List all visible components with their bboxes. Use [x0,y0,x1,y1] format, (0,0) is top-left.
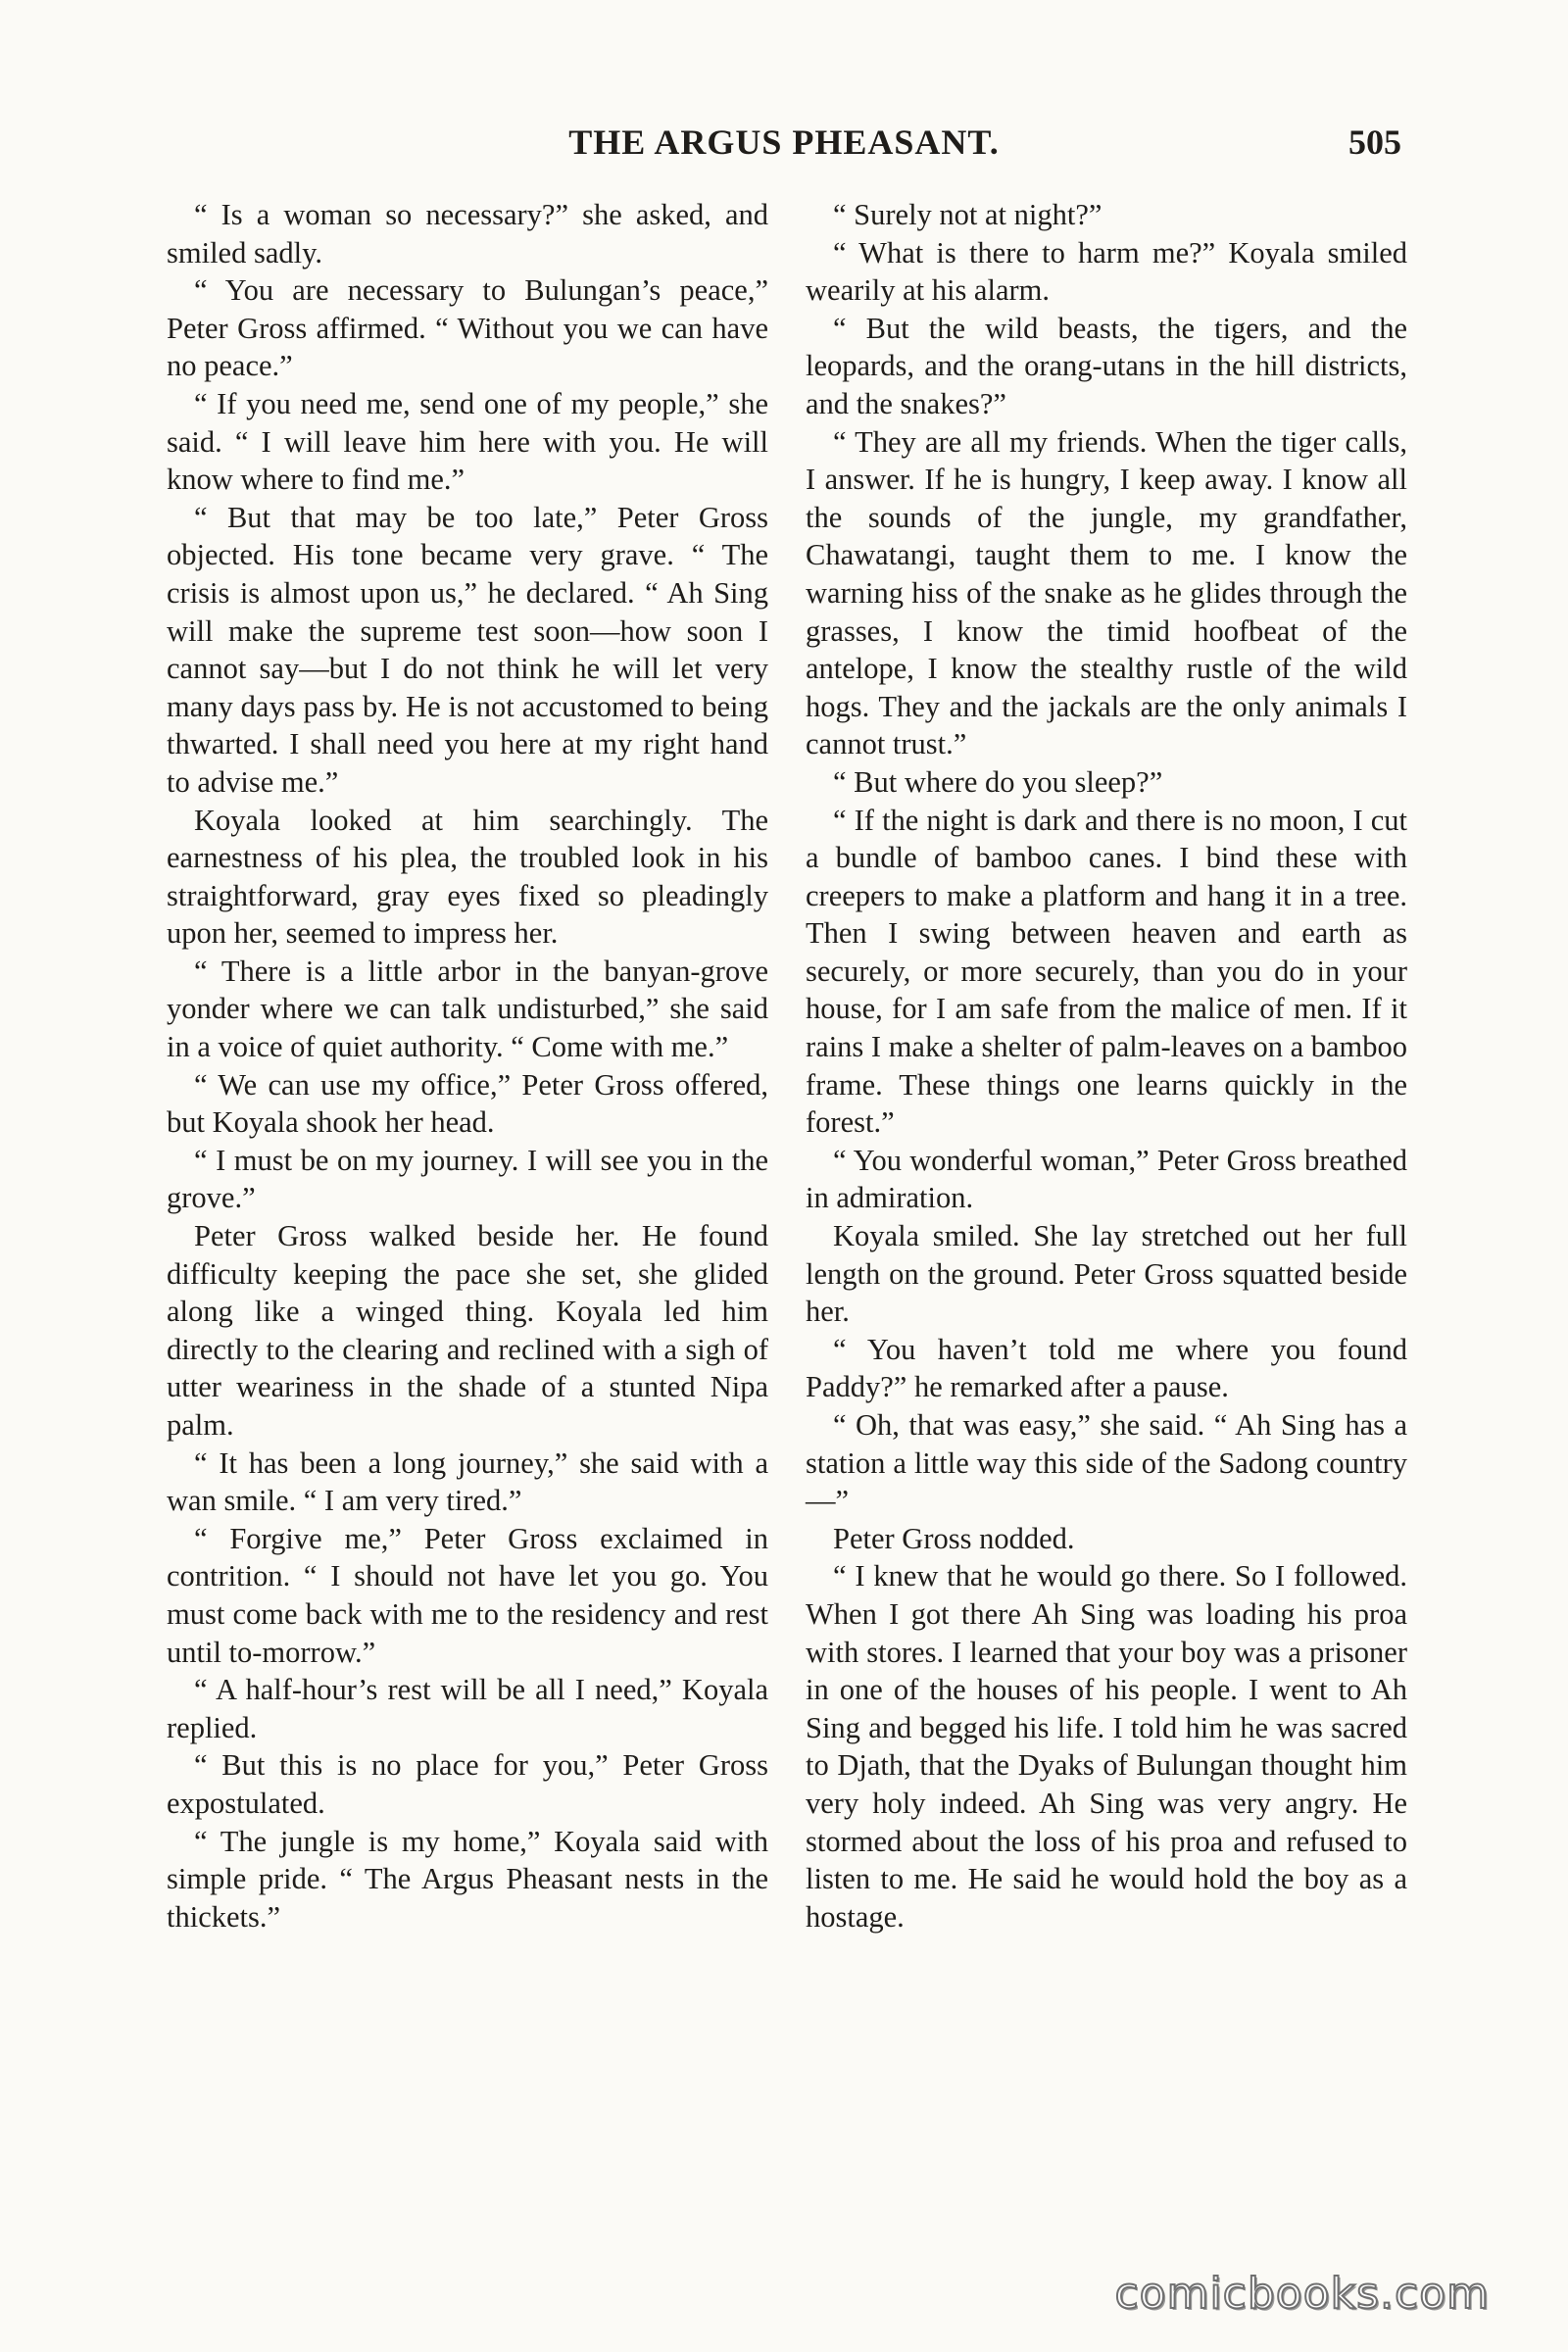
paragraph: “ The jungle is my home,” Koyala said with simple pride. “ The Argus Pheasant nests in the thickets.” [167,1824,768,1934]
paragraph: “ We can use my office,” Peter Gross offered, but Koyala shook her head. [167,1067,768,1140]
paragraph: Koyala smiled. She lay stretched out her full length on the ground. Peter Gross squatted beside her. [806,1219,1407,1329]
paragraph: “ What is there to harm me?” Koyala smiled wearily at his alarm. [806,235,1407,308]
paragraph: “ It has been a long journey,” she said with a wan smile. “ I am very tired.” [167,1446,768,1518]
paragraph: Koyala looked at him searchingly. The earnestness of his plea, the troubled look in his straightforward, gray eyes fixed so pleadingly upon her, seemed to impress her. [167,803,768,951]
paragraph: “ If you need me, send one of my people,” she said. “ I will leave him here with you. He will know where to find me.” [167,386,768,497]
paragraph: “ You haven’t told me where you found Paddy?” he remarked after a pause. [806,1332,1407,1404]
paragraph: Peter Gross nodded. [833,1521,1075,1555]
paragraph: “ I knew that he would go there. So I followed. When I got there Ah Sing was loading his proa with stores. I learned that your boy was a prisoner in one of the houses of his people. I went to Ah Sing and begged his life. I told him he was sacred to Djath, that the Dyaks of Bulungan thought him very holy indeed. Ah Sing was very angry. He stormed about the loss of his proa and refused to listen to me. He said he would hold the boy as a hostage. [806,1559,1407,1934]
paragraph: “ But this is no place for you,” Peter Gross expostulated. [167,1748,768,1820]
paragraph: “ You wonderful woman,” Peter Gross breathed in admiration. [806,1143,1407,1215]
paragraph: “ There is a little arbor in the banyan-grove yonder where we can talk undisturbed,” she said in a voice of quiet authority. “ Come with me.” [167,954,768,1064]
watermark: comicbooks.com [1114,2269,1490,2319]
page-header [167,116,1401,174]
paragraph: “ Is a woman so necessary?” she asked, and smiled sadly. [167,198,768,270]
paragraph: “ I must be on my journey. I will see you in the grove.” [167,1143,768,1215]
paragraph: “ A half-hour’s rest will be all I need,” Koyala replied. [167,1673,768,1744]
paragraph: “ Forgive me,” Peter Gross exclaimed in contrition. “ I should not have let you go. You must come back with me to the residency and rest until to-morrow.” [167,1521,768,1669]
page-number: 505 [1348,122,1401,162]
paragraph: Peter Gross walked beside her. He found difficulty keeping the pace she set, she glided along like a winged thing. Koyala led him directly to the clearing and reclined with a sigh of utter weariness in the shade of a stunted Nipa palm. [167,1219,768,1442]
right-column [806,196,1407,1936]
paragraph: “ But where do you sleep?” [833,764,1163,799]
paragraph: “ If the night is dark and there is no moon, I cut a bundle of bamboo canes. I bind these with creepers to make a platform and hang it in a tree. Then I swing between heaven and earth as securely, or more securely, than you do in your house, for I am safe from the malice of men. If it rains I make a shelter of palm-leaves on a bamboo frame. These things one learns quickly in the forest.” [806,803,1408,1140]
left-column [167,196,768,1936]
paragraph: “ But the wild beasts, the tigers, and the leopards, and the orang-utans in the hill districts, and the snakes?” [806,311,1407,420]
running-head: THE ARGUS PHEASANT. [568,122,1000,162]
paragraph: “ Oh, that was easy,” she said. “ Ah Sing has a station a little way this side of the Sadong country—” [806,1408,1407,1518]
paragraph: “ But that may be too late,” Peter Gross objected. His tone became very grave. “ The crisis is almost upon us,” he declared. “ Ah Sing will make the supreme test soon—how soon I cannot say—but I do not think he will let very many days pass by. He is not accustomed to being thwarted. I shall need you here at my right hand to advise me.” [167,500,768,799]
paragraph: “ They are all my friends. When the tiger calls, I answer. If he is hungry, I keep away. I know all the sounds of the jungle, my grandfather, Chawatangi, taught them to me. I know the warning hiss of the snake as he glides through the grasses, I know the timid hoofbeat of the antelope, I know the stealthy rustle of the wild hogs. They and the jackals are the only animals I cannot trust.” [806,424,1407,761]
paragraph: “ You are necessary to Bulungan’s peace,” Peter Gross affirmed. “ Without you we can have no peace.” [167,273,768,383]
paragraph: “ Surely not at night?” [833,198,1102,231]
